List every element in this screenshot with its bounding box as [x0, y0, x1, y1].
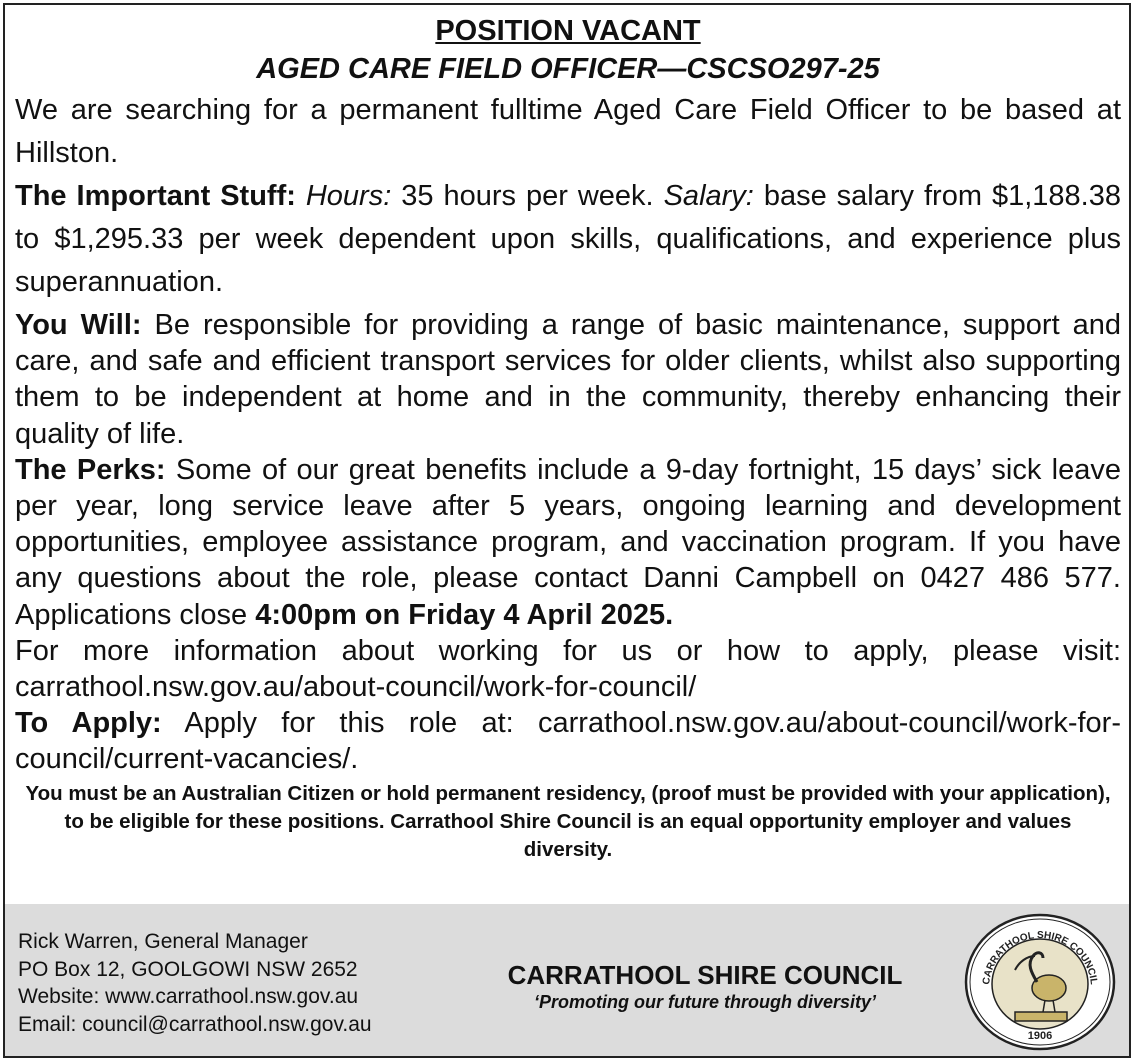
you-will-text: Be responsible for providing a range of basic maintenance, support and care, and safe and efficient transport services for older clients, whilst also supporting them to be independent at home and in the community, thereby enhancing their quality of life. — [15, 309, 1122, 450]
to-apply-text: Apply for this role at: carrathool.nsw.gov.au/about-council/work-for-council/current-vacancies/. — [15, 707, 1121, 776]
salary-label: Salary: — [663, 180, 754, 212]
contact-block — [18, 928, 372, 1038]
more-info-paragraph: For more information about working for us or how to apply, please visit: carrathool.nsw.gov.au/about-council/work-for-council/ — [15, 634, 1121, 704]
eligibility-note: You must be an Australian Citizen or hold permanent residency, (proof must be provided with your application), to be eligible for these positions. Carrathool Shire Council is an equal opportunity employer and values diversity. — [25, 781, 1111, 861]
seal-year: 1906 — [1027, 1030, 1053, 1042]
contact-line-name: Rick Warren, General Manager — [18, 930, 308, 953]
salary-text: base salary from $1,188.38 to $1,295.33 per week dependent upon skills, qualifications, and experience plus superannuation. — [15, 180, 1121, 298]
seal-text: CARRATHOOL SHIRE COUNCIL — [981, 929, 1099, 986]
contact-line-address: PO Box 12, GOOLGOWI NSW 2652 — [18, 957, 358, 981]
contact-line-website: Website: www.carrathool.nsw.gov.au — [18, 985, 359, 1008]
to-apply-paragraph — [15, 705, 1121, 777]
important-stuff-label: The Important Stuff: — [15, 180, 296, 212]
hours-text: 35 hours per week. — [401, 180, 654, 212]
position-vacant-heading: POSITION VACANT — [435, 15, 701, 47]
council-name: CARRATHOOL SHIRE COUNCIL — [507, 960, 903, 990]
perks-paragraph — [15, 452, 1121, 633]
job-title: AGED CARE FIELD OFFICER—CSCSO297-25 — [256, 53, 880, 85]
contact-line-email: Email: council@carrathool.nsw.gov.au — [18, 1012, 372, 1036]
application-deadline: 4:00pm on Friday 4 April 2025. — [255, 598, 674, 631]
footer — [5, 904, 1129, 1056]
perks-text: Some of our great benefits include a 9-day fortnight, 15 days’ sick leave per year, long service leave after 5 years, ongoing learning and development opportunities, employee assistance program, and vaccination program. If you have any questions about the role, please contact Danni Campbell on 0427 486 577. Applications close — [15, 453, 1121, 631]
council-tagline: ‘Promoting our future through diversity’ — [534, 992, 876, 1012]
you-will-paragraph — [15, 307, 1121, 452]
ad-body — [5, 13, 1129, 864]
perks-label: The Perks: — [15, 453, 166, 486]
job-advertisement — [3, 3, 1131, 1058]
intro-paragraph: We are searching for a permanent fulltime Aged Care Field Officer to be based at Hillston. — [15, 94, 1121, 169]
you-will-label: You Will: — [15, 309, 142, 341]
council-seal-logo — [963, 912, 1117, 1052]
important-stuff-paragraph — [15, 175, 1121, 304]
hours-label: Hours: — [305, 180, 392, 212]
to-apply-label: To Apply: — [15, 707, 162, 740]
council-branding — [445, 960, 965, 1014]
